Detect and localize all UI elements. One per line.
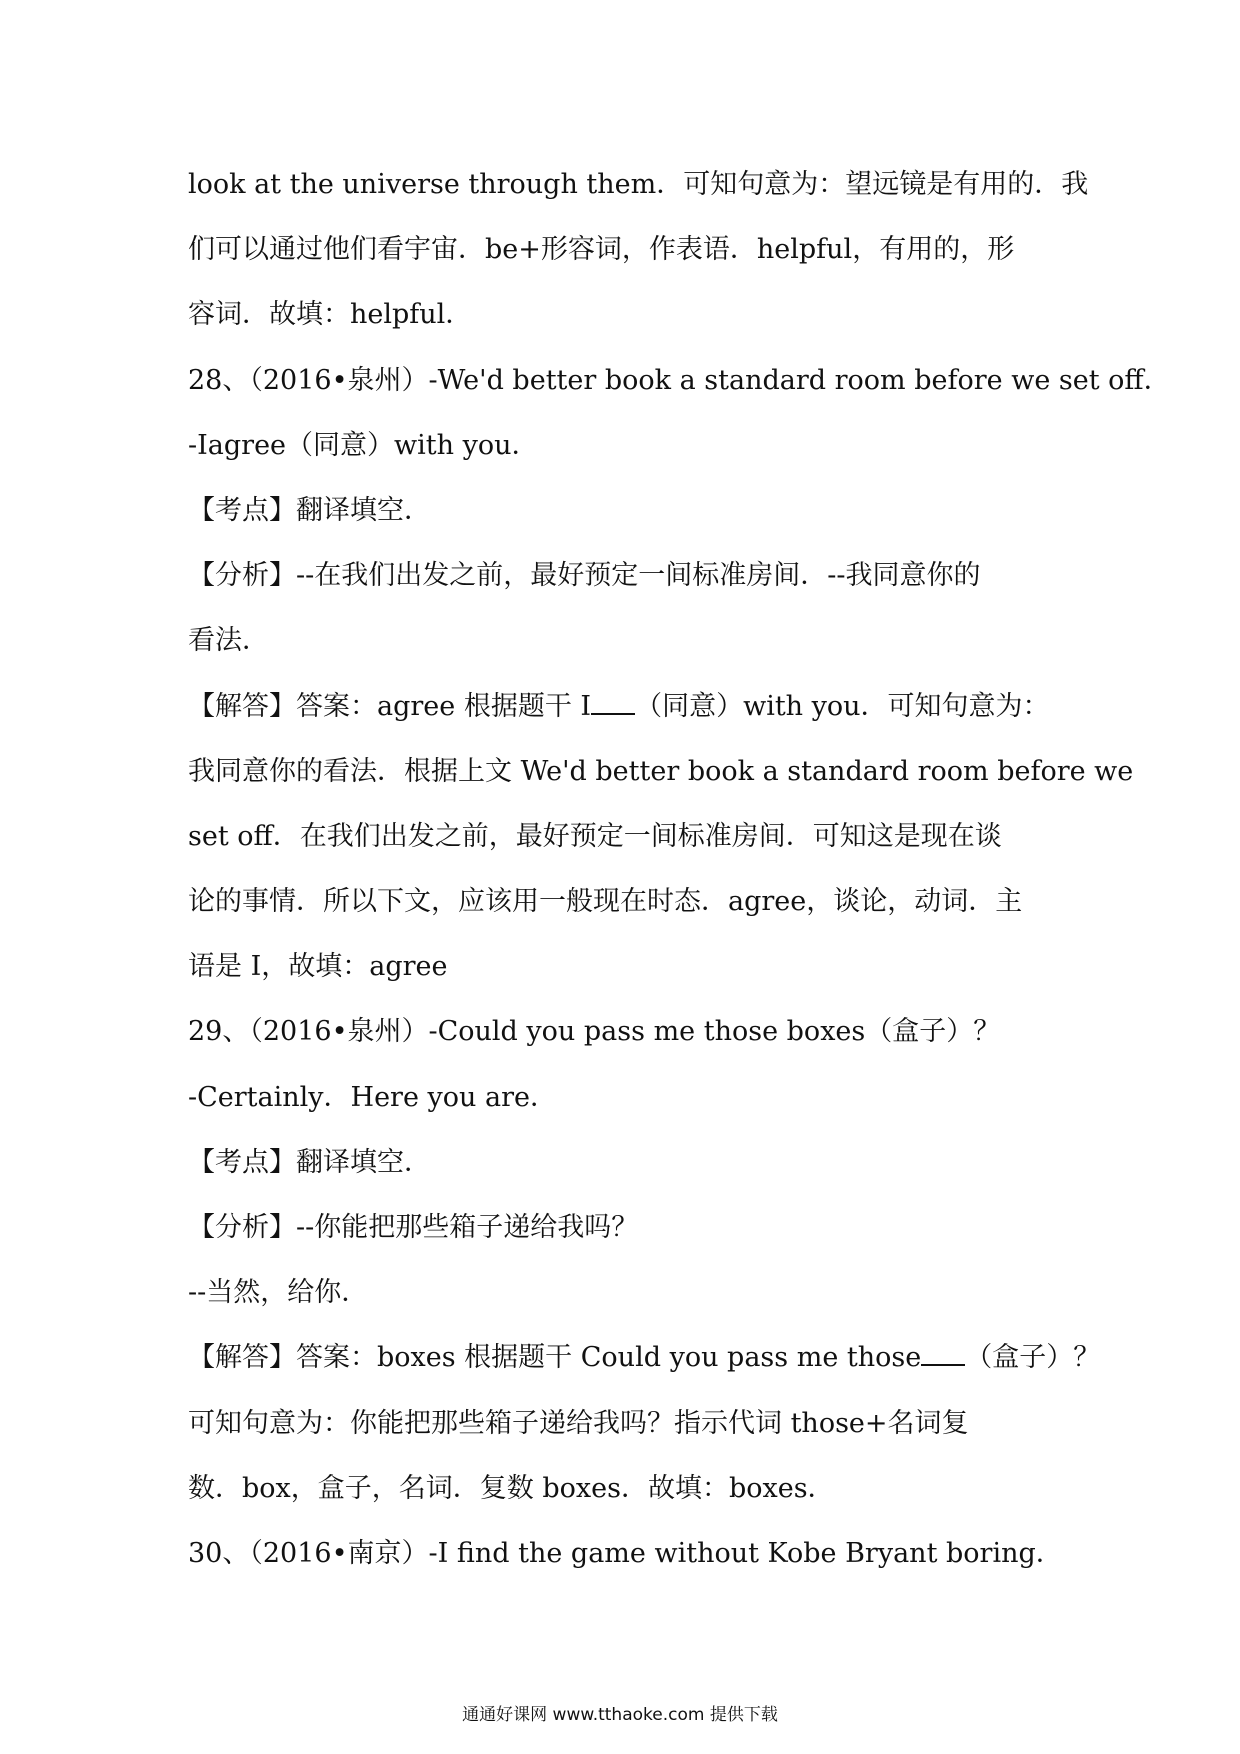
jieda-line	[188, 674, 1058, 739]
kaodian-label: 【考点】翻译填空．	[188, 494, 431, 526]
text-line: 看法．	[188, 625, 269, 657]
text-line: --当然，给你．	[188, 1277, 369, 1309]
text-line: -Certainly．Here you are．	[188, 1081, 557, 1113]
jieda-text-before: 【解答】答案：boxes 根据题干 Could you pass me those	[188, 1342, 922, 1374]
kaodian-label: 【考点】翻译填空．	[188, 1146, 431, 1178]
jieda-line	[188, 1325, 1101, 1390]
text-line: set off．在我们出发之前，最好预定一间标准房间．可知这是现在谈	[188, 820, 1002, 852]
text-line: -Iagree（同意）with you．	[188, 429, 539, 461]
question-29-header: 29、（2016•泉州）-Could you pass me those boxes（盒子）？	[188, 1016, 1001, 1048]
document-body	[188, 152, 1171, 1586]
fenxi-label: 【分析】--你能把那些箱子递给我吗？	[188, 1212, 639, 1243]
page-footer: 通通好课网 www.tthaoke.com 提供下载	[462, 1705, 778, 1725]
text-line: 语是 I，故填：agree	[188, 951, 448, 983]
jieda-text-before: 【解答】答案：agree 根据题干 I	[188, 690, 592, 722]
answer-blank	[921, 1344, 965, 1366]
question-30-header: 30、（2016•南京）-I find the game without Kobe Bryant boring．	[188, 1537, 1063, 1569]
text-line: 论的事情．所以下文，应该用一般现在时态．agree，谈论，动词．主	[188, 886, 1023, 918]
text-line: look at the universe through them．可知句意为：望远镜是有用的．我	[188, 169, 1089, 200]
text-line: 我同意你的看法．根据上文 We'd better book a standard room before we	[188, 755, 1134, 787]
text-line: 们可以通过他们看宇宙．be+形容词，作表语．helpful，有用的，形	[188, 234, 1015, 266]
question-28-header: 28、（2016•泉州）-We'd better book a standard room before we set off．	[188, 364, 1171, 396]
answer-blank	[591, 693, 635, 715]
text-line: 可知句意为：你能把那些箱子递给我吗？指示代词 those+名词复	[188, 1407, 969, 1439]
text-line: 数．box，盒子，名词．复数 boxes．故填：boxes．	[188, 1472, 835, 1504]
jieda-text-after: （盒子）？	[965, 1342, 1101, 1374]
fenxi-label: 【分析】--在我们出发之前，最好预定一间标准房间．--我同意你的	[188, 560, 981, 592]
text-line: 容词．故填：helpful．	[188, 299, 473, 331]
jieda-text-after: （同意）with you．可知句意为：	[635, 690, 1050, 722]
